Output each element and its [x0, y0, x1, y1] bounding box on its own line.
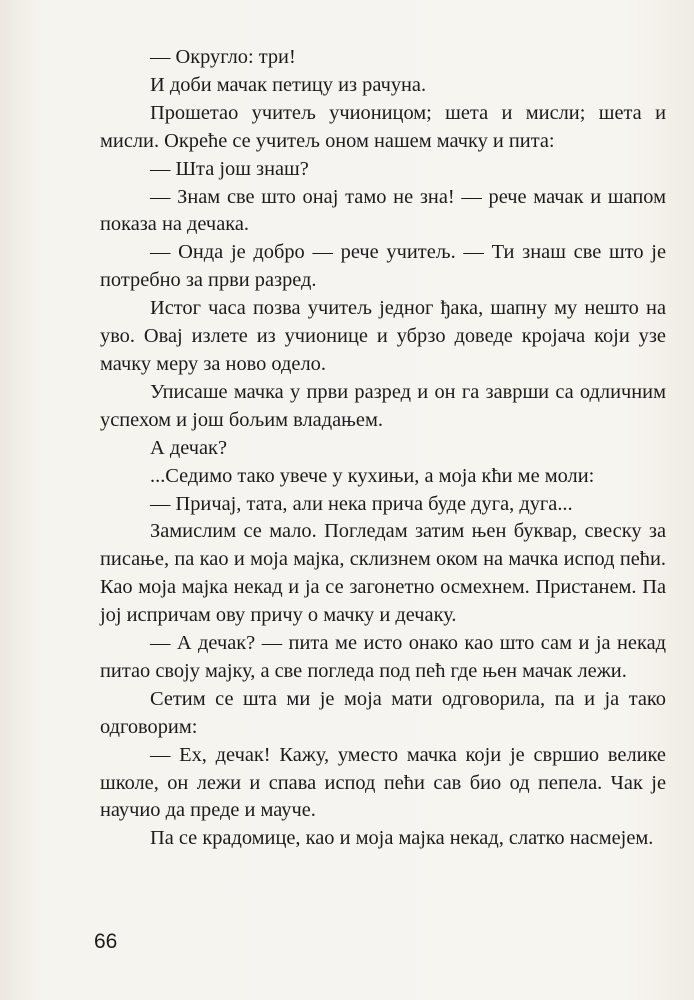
paragraph: Уписаше мачка у први разред и он га заврши са одличним успехом и још бољим владањем. — [100, 380, 666, 431]
paragraph: — Округло: три! — [150, 46, 296, 68]
page-number: 66 — [94, 930, 118, 953]
paragraph: — А дечак? — пита ме исто онако као што сам и ја некад питао своју мајку, а све погледа под пећ где њен мачак лежи. — [100, 632, 666, 682]
paragraph: И доби мачак петицу из рачуна. — [150, 73, 427, 96]
paragraph: — Причај, тата, али нека прича буде дуга, дуга... — [150, 492, 573, 515]
paragraph: — Знам све што онај тамо не зна! — рече мачак и шапом показа на дечака. — [100, 185, 666, 236]
paragraph: Замислим се мало. Погледам затим њен буквар, свеску за писање, па као и моја мајка, склизнем оком на мачка испод пећи. Као моја мајка некад и ја се загонетно осмехнем. Пристанем. Па јој испричам ову причу о мачку и дечаку. — [100, 520, 666, 627]
paragraph: Истог часа позва учитељ једног ђака, шапну му нешто на уво. Овај излете из учионице и убрзо доведе кројача који узе мачку меру за ново одело. — [100, 297, 666, 375]
paragraph: А дечак? — [150, 436, 228, 459]
paragraph: — Ех, дечак! Кажу, уместо мачка који је свршио велике школе, он лежи и спава испод пећи сав био од пепела. Чак је научио да преде и мауче. — [100, 743, 666, 822]
paragraph: Прошетао учитељ учионицом; шета и мисли; шета и мисли. Окреће се учитељ оном нашем мачку и пита: — [100, 101, 666, 152]
paragraph: — Шта још знаш? — [150, 157, 309, 180]
paragraph: Сетим се шта ми је моја мати одговорила, па и ја тако одговорим: — [100, 687, 666, 738]
paragraph: Па се крадомице, као и моја мајка некад, слатко насмејем. — [150, 827, 654, 850]
paragraph: — Онда је добро — рече учитељ. — Ти знаш све што је потребно за први разред. — [100, 241, 666, 292]
paragraph: ...Седимо тако увече у кухињи, а моја кћи ме моли: — [150, 464, 595, 487]
body-text — [100, 44, 666, 853]
